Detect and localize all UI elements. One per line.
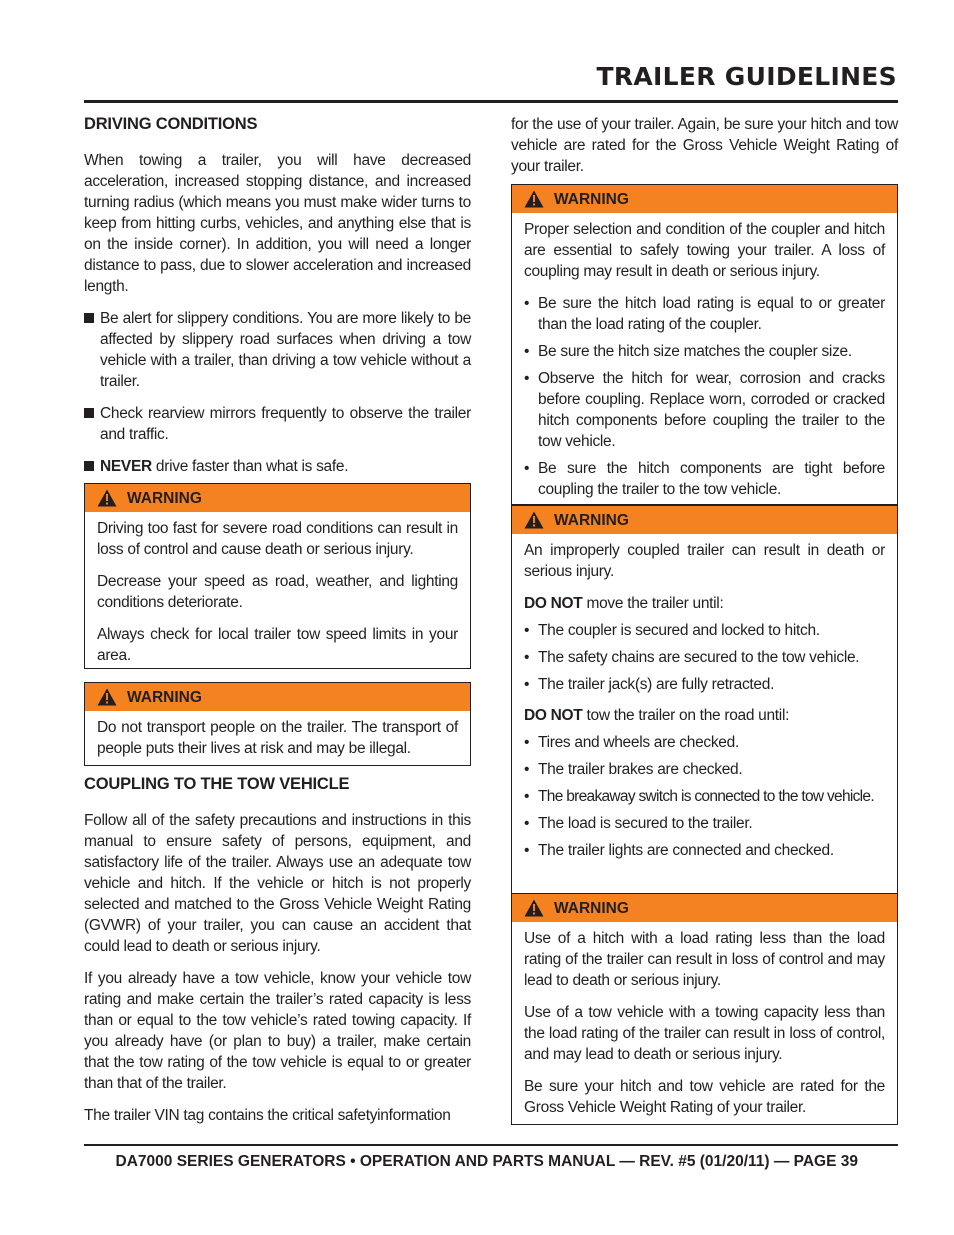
bullet-text: The breakaway switch is connected to the tow vehicle. xyxy=(538,788,874,805)
warning-text-rest: tow the trailer on the road until: xyxy=(582,707,790,724)
bullet-text: The trailer lights are connected and checked. xyxy=(538,842,834,859)
page-title: TRAILER GUIDELINES xyxy=(596,62,897,91)
warning-text-rest: move the trailer until: xyxy=(582,595,724,612)
coupling-paragraph: Follow all of the safety precautions and instructions in this manual to ensure safety of persons, equipment, and satisfactory life of the trailer. Always use an adequate tow vehicle and hitch. If the vehicle or hitch is not properly selected and matched to the Gross Vehicle Weight Rating (GVWR) of your trailer, you can cause an accident that could lead to death or serious injury. xyxy=(84,812,471,955)
warning-box xyxy=(84,483,471,669)
warning-label: WARNING xyxy=(554,899,629,917)
list-item xyxy=(84,308,471,392)
left-column xyxy=(84,114,471,1126)
bullet-text: drive faster than what is safe. xyxy=(151,458,349,475)
warning-header xyxy=(512,506,897,534)
warning-triangle-icon xyxy=(97,688,117,706)
list-item xyxy=(524,840,885,861)
list-item xyxy=(524,647,885,668)
warning-header xyxy=(85,683,470,711)
bullet-icon: • xyxy=(524,815,530,832)
warning-label: WARNING xyxy=(127,688,202,706)
warning-header xyxy=(85,484,470,512)
bullet-text: The trailer brakes are checked. xyxy=(538,761,743,778)
header-rule xyxy=(84,100,898,103)
warning-header xyxy=(512,185,897,213)
bullet-text: The coupler is secured and locked to hitch. xyxy=(538,622,820,639)
bullet-icon: • xyxy=(524,842,530,859)
warning-triangle-icon xyxy=(524,190,544,208)
square-bullet-icon xyxy=(84,461,94,471)
bullet-text: The safety chains are secured to the tow vehicle. xyxy=(538,649,860,666)
warning-box xyxy=(511,893,898,1125)
bullet-icon: • xyxy=(524,676,530,693)
warning-box xyxy=(511,504,898,894)
driving-conditions-heading: DRIVING CONDITIONS xyxy=(84,115,258,133)
bullet-icon: • xyxy=(524,295,530,312)
bullet-icon: • xyxy=(524,761,530,778)
warning-text: Use of a hitch with a load rating less than the load rating of the trailer can result in loss of control and may lead to death or serious injury. xyxy=(524,930,885,989)
square-bullet-icon xyxy=(84,408,94,418)
warning-text: Driving too fast for severe road conditions can result in loss of control and cause death or serious injury. xyxy=(97,520,458,558)
bullet-icon: • xyxy=(524,460,530,477)
warning-text: Be sure your hitch and tow vehicle are rated for the Gross Vehicle Weight Rating of your trailer. xyxy=(524,1078,885,1116)
list-item xyxy=(524,293,885,335)
list-item xyxy=(524,813,885,834)
warning-label: WARNING xyxy=(127,489,202,507)
list-item xyxy=(524,620,885,641)
bullet-icon: • xyxy=(524,622,530,639)
warning-triangle-icon xyxy=(524,511,544,529)
warning-box xyxy=(84,682,471,766)
list-item xyxy=(524,786,885,807)
list-item xyxy=(524,368,885,452)
bullet-icon: • xyxy=(524,649,530,666)
page-footer xyxy=(84,1153,898,1171)
list-item xyxy=(524,674,885,695)
bullet-icon: • xyxy=(524,734,530,751)
bullet-emphasis: NEVER xyxy=(100,458,152,475)
warning-label: WARNING xyxy=(554,190,629,208)
footer-rule xyxy=(84,1144,898,1146)
warning-text: Decrease your speed as road, weather, and lighting conditions deteriorate. xyxy=(97,573,458,611)
emphasis-text: DO NOT xyxy=(524,595,583,612)
coupling-heading: COUPLING TO THE TOW VEHICLE xyxy=(84,775,350,793)
coupling-paragraph: The trailer VIN tag contains the critical safetyinformation xyxy=(84,1107,451,1124)
bullet-text: Be sure the hitch load rating is equal to or greater than the load rating of the coupler. xyxy=(538,295,885,333)
bullet-text: Observe the hitch for wear, corrosion and cracks before coupling. Replace worn, corroded or cracked hitch components before coupling the trailer to the tow vehicle. xyxy=(538,370,885,450)
bullet-text: The trailer jack(s) are fully retracted. xyxy=(538,676,775,693)
list-item xyxy=(524,732,885,753)
driving-paragraph: When towing a trailer, you will have decreased acceleration, increased stopping distance, and increased turning radius (which means you must make wider turns to keep from hitting curbs, vehicles, and anything else that is on the inside corner). In addition, you will need a longer distance to pass, due to slower acceleration and increased length. xyxy=(84,152,471,295)
emphasis-text: DO NOT xyxy=(524,707,583,724)
warning-text: Do not transport people on the trailer. The transport of people puts their lives at risk and may be illegal. xyxy=(97,719,458,757)
list-item xyxy=(84,456,471,477)
warning-label: WARNING xyxy=(554,511,629,529)
warning-text: Use of a tow vehicle with a towing capacity less than the load rating of the trailer can result in loss of control, and may lead to death or serious injury. xyxy=(524,1004,885,1063)
list-item xyxy=(524,759,885,780)
footer-text: DA7000 SERIES GENERATORS • OPERATION AND PARTS MANUAL — REV. #5 (01/20/11) — PAGE 39 xyxy=(115,1153,858,1170)
warning-triangle-icon xyxy=(97,489,117,507)
continued-paragraph: for the use of your trailer. Again, be sure your hitch and tow vehicle are rated for the Gross Vehicle Weight Rating of your trailer. xyxy=(511,116,898,175)
bullet-icon: • xyxy=(524,370,530,387)
right-column xyxy=(511,114,898,1125)
warning-header xyxy=(512,894,897,922)
warning-triangle-icon xyxy=(524,899,544,917)
warning-text xyxy=(524,705,885,726)
coupling-paragraph: If you already have a tow vehicle, know your vehicle tow rating and make certain the trailer’s rated capacity is less than or equal to the tow vehicle’s rated towing capacity. If you already have (or plan to buy) a trailer, make certain that the tow rating of the tow vehicle is equal to or greater than that of the trailer. xyxy=(84,970,471,1092)
bullet-text: Tires and wheels are checked. xyxy=(538,734,739,751)
list-item xyxy=(524,458,885,500)
warning-text: Always check for local trailer tow speed limits in your area. xyxy=(97,626,458,664)
bullet-icon: • xyxy=(524,788,529,805)
bullet-icon: • xyxy=(524,343,530,360)
square-bullet-icon xyxy=(84,313,94,323)
warning-box xyxy=(511,184,898,505)
warning-text: An improperly coupled trailer can result in death or serious injury. xyxy=(524,542,885,580)
bullet-text: Be sure the hitch size matches the coupler size. xyxy=(538,343,852,360)
warning-text: Proper selection and condition of the coupler and hitch are essential to safely towing your trailer. A loss of coupling may result in death or serious injury. xyxy=(524,221,885,280)
bullet-text: The load is secured to the trailer. xyxy=(538,815,753,832)
list-item xyxy=(84,403,471,445)
bullet-text: Check rearview mirrors frequently to observe the trailer and traffic. xyxy=(100,405,471,443)
bullet-text: Be alert for slippery conditions. You are more likely to be affected by slippery road surfaces when driving a tow vehicle with a trailer, than driving a tow vehicle without a trailer. xyxy=(100,310,471,390)
bullet-text: Be sure the hitch components are tight before coupling the trailer to the tow vehicle. xyxy=(538,460,885,498)
list-item xyxy=(524,341,885,362)
warning-text xyxy=(524,593,885,614)
